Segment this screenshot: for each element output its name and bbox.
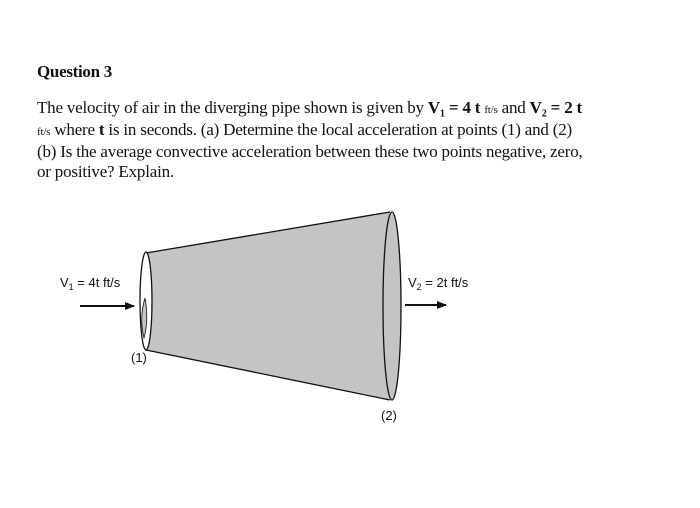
inlet-velocity-label: $V_1 = 4t$ ft/s [60, 275, 121, 292]
v1-expression: V₁ = 4 t [427, 98, 481, 117]
v2-expression: V₂ = 2 t [529, 98, 583, 117]
question-line-2: ft/s where t is in seconds. (a) Determine the local acceleration at points (1) and (2) [37, 120, 573, 139]
question-line-3: (b) Is the average convective acceleration between these two points negative, zero, [37, 142, 583, 161]
point-2-label: (2) [381, 408, 397, 423]
point-1-label: (1) [131, 350, 147, 365]
pipe-body [146, 212, 390, 400]
question-line-4: or positive? Explain. [37, 162, 174, 181]
t-symbol: t [98, 120, 105, 139]
unit-ft-s: ft/s [484, 104, 498, 116]
outlet-section [383, 212, 401, 400]
question-heading: Question 3 [37, 62, 112, 81]
question-line-1: The velocity of air in the diverging pipe shown is given by V₁ = 4 t ft/s and V₂ = 2 t [37, 98, 583, 117]
unit-ft-s: ft/s [37, 126, 51, 138]
outlet-velocity-label: $V_2 = 2t$ ft/s [408, 275, 469, 292]
